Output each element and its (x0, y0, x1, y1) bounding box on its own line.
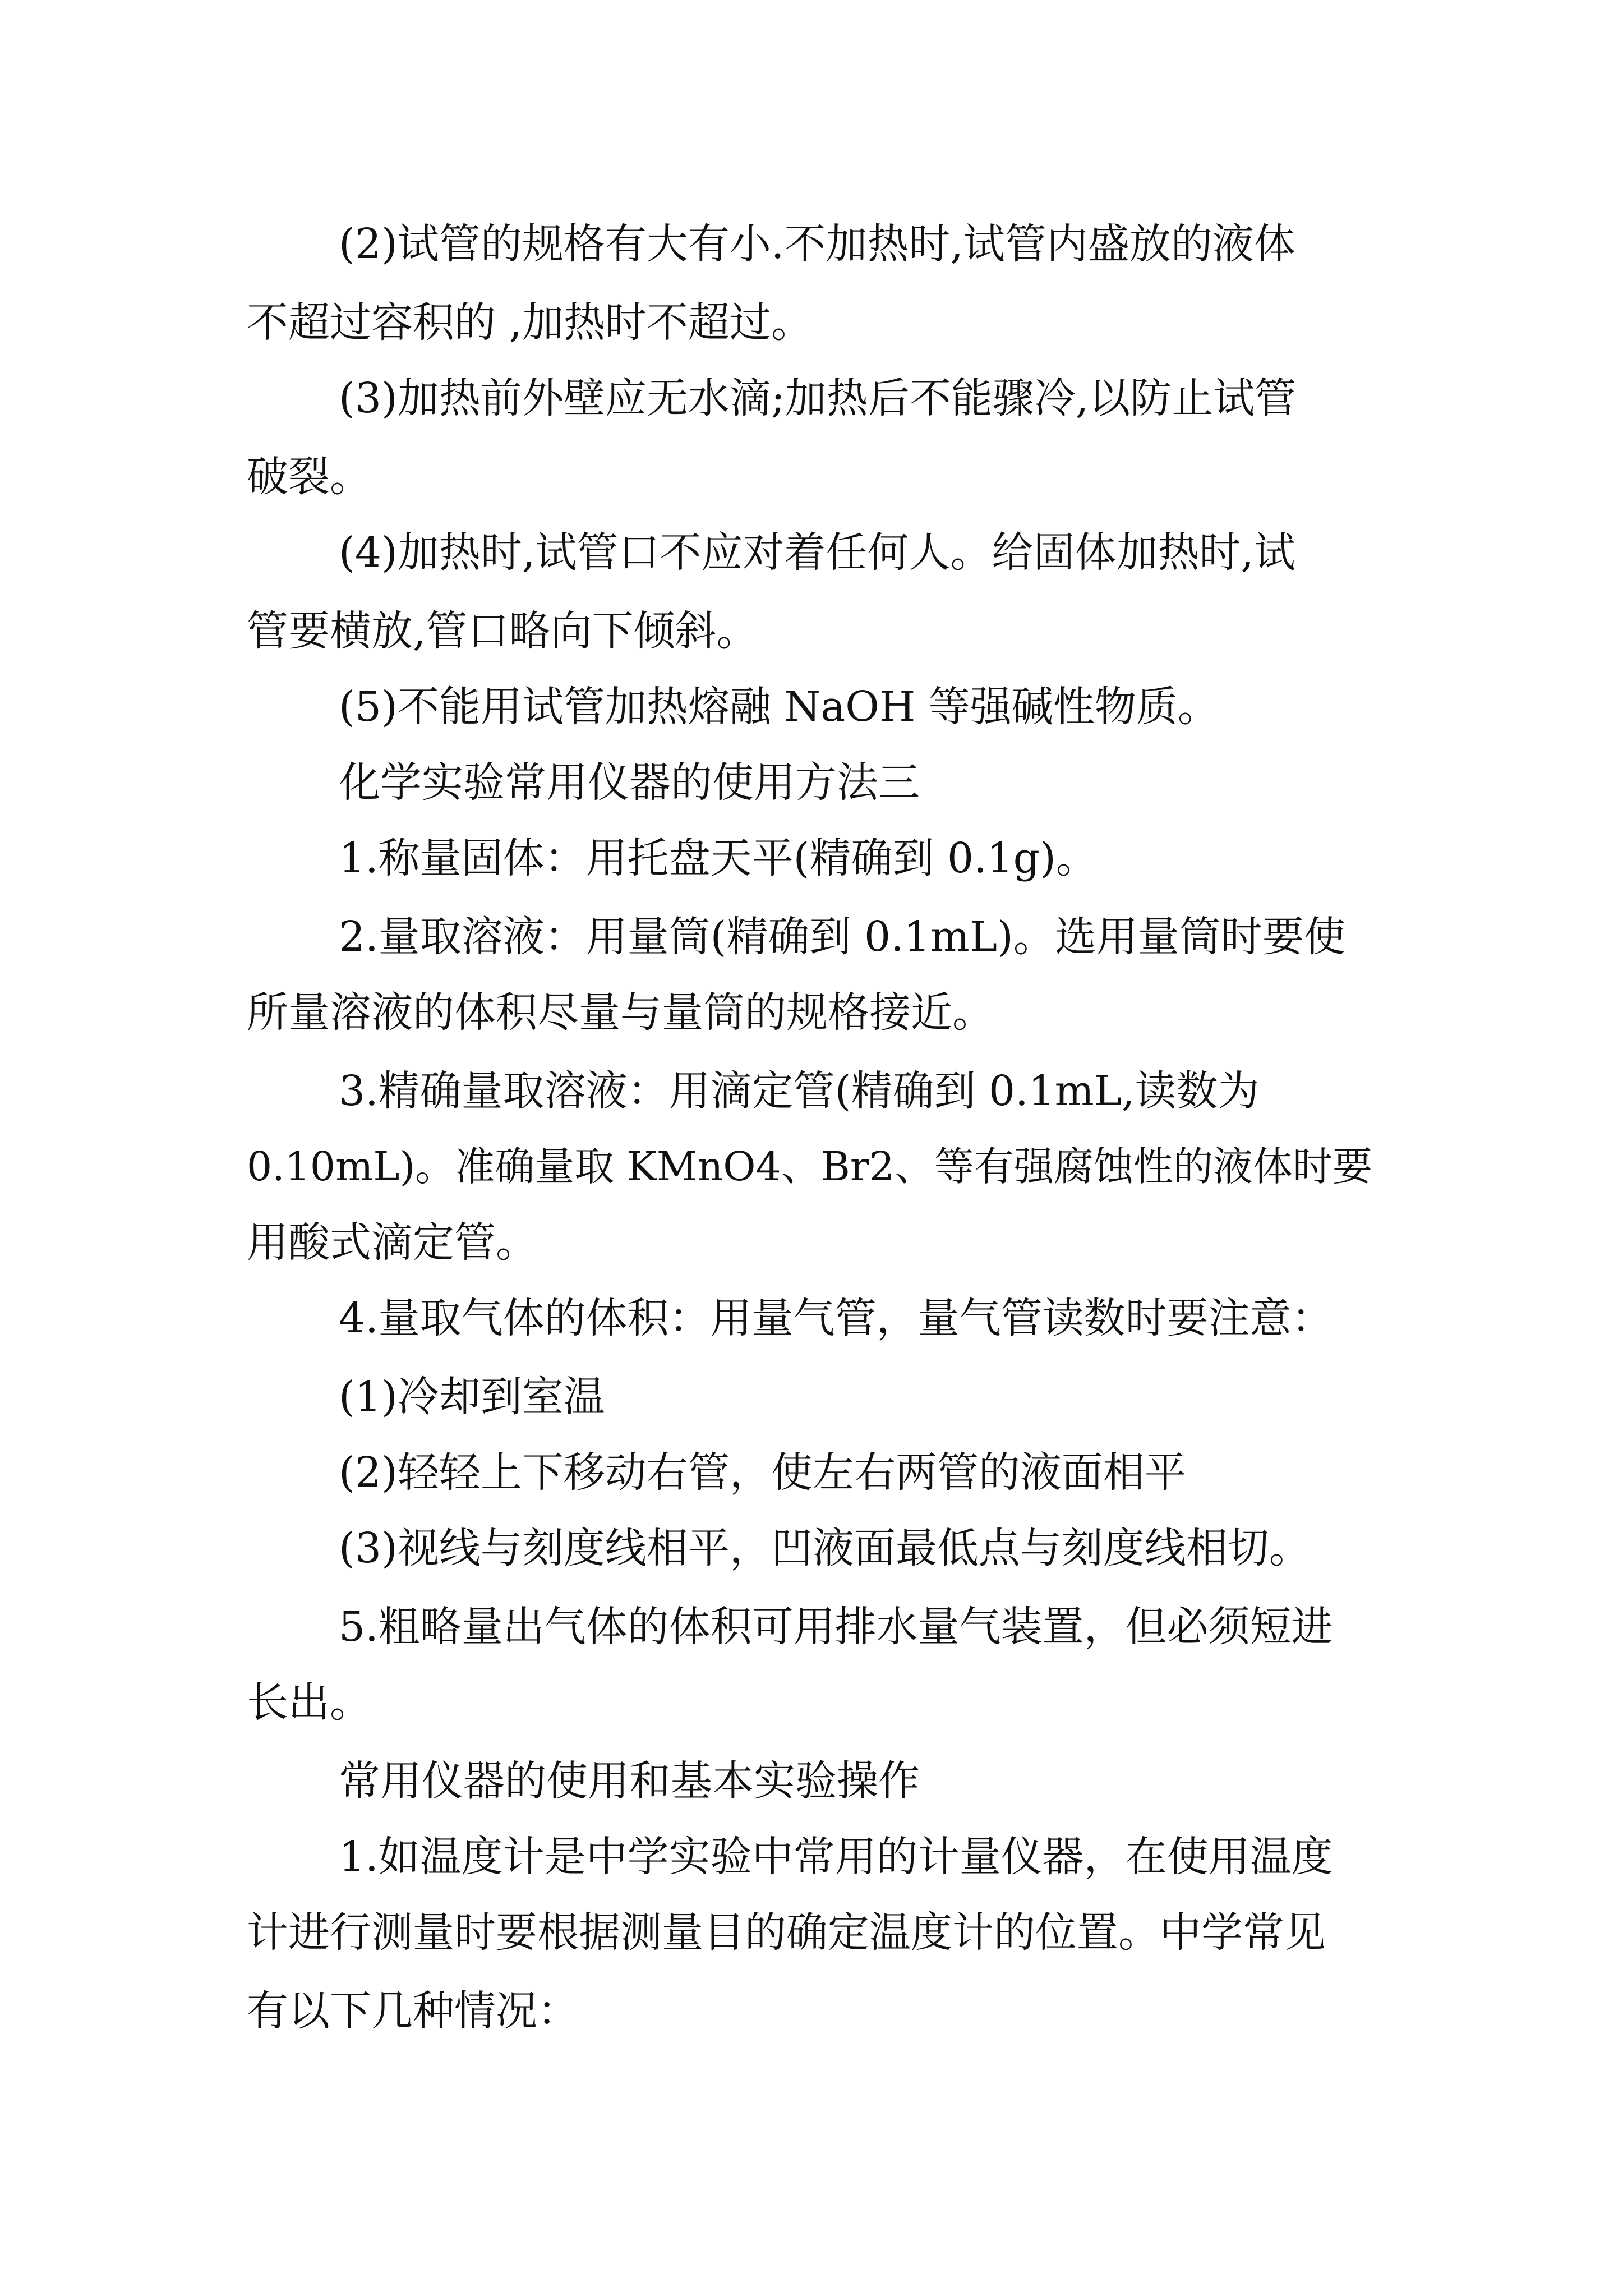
text-line: 长出。 (247, 1678, 371, 1727)
text-line: 4.量取气体的体积：用量气管，量气管读数时要注意： (339, 1294, 1333, 1342)
text-line: 有以下几种情况： (247, 1987, 579, 2035)
text-line: (5)不能用试管加热熔融 NaOH 等强碱性物质。 (339, 683, 1219, 731)
text-line: 不超过容积的 ,加热时不超过。 (247, 298, 813, 347)
text-line: 管要横放,管口略向下倾斜。 (247, 607, 758, 655)
text-line: 5.粗略量出气体的体积可用排水量气装置，但必须短进 (339, 1603, 1333, 1651)
text-line: (2)试管的规格有大有小.不加热时,试管内盛放的液体 (339, 220, 1295, 268)
text-line: (4)加热时,试管口不应对着任何人。给固体加热时,试 (339, 528, 1295, 577)
text-line: (1)冷却到室温 (339, 1373, 605, 1421)
section-heading: 化学实验常用仪器的使用方法三 (339, 758, 920, 807)
text-line: 破裂。 (247, 453, 371, 501)
text-line: 所量溶液的体积尽量与量筒的规格接近。 (247, 988, 994, 1037)
text-line: (3)视线与刻度线相平，凹液面最低点与刻度线相切。 (339, 1524, 1311, 1572)
text-line: (2)轻轻上下移动右管，使左右两管的液面相平 (339, 1448, 1186, 1497)
text-line: 3.精确量取溶液：用滴定管(精确到 0.1mL,读数为 (339, 1067, 1260, 1115)
text-line: 用酸式滴定管。 (247, 1218, 537, 1267)
text-line: 0.10mL)。准确量取 KMnO4、Br2、等有强腐蚀性的液体时要 (247, 1143, 1372, 1190)
text-line: 1.如温度计是中学实验中常用的计量仪器，在使用温度 (339, 1833, 1333, 1881)
text-line: 计进行测量时要根据测量目的确定温度计的位置。中学常见 (247, 1908, 1326, 1957)
section-heading: 常用仪器的使用和基本实验操作 (339, 1757, 920, 1805)
text-line: 2.量取溶液：用量筒(精确到 0.1mL)。选用量筒时要使 (339, 913, 1345, 961)
text-line: 1.称量固体：用托盘天平(精确到 0.1g)。 (339, 834, 1098, 882)
text-line: (3)加热前外壁应无水滴;加热后不能骤冷,以防止试管 (339, 374, 1297, 422)
